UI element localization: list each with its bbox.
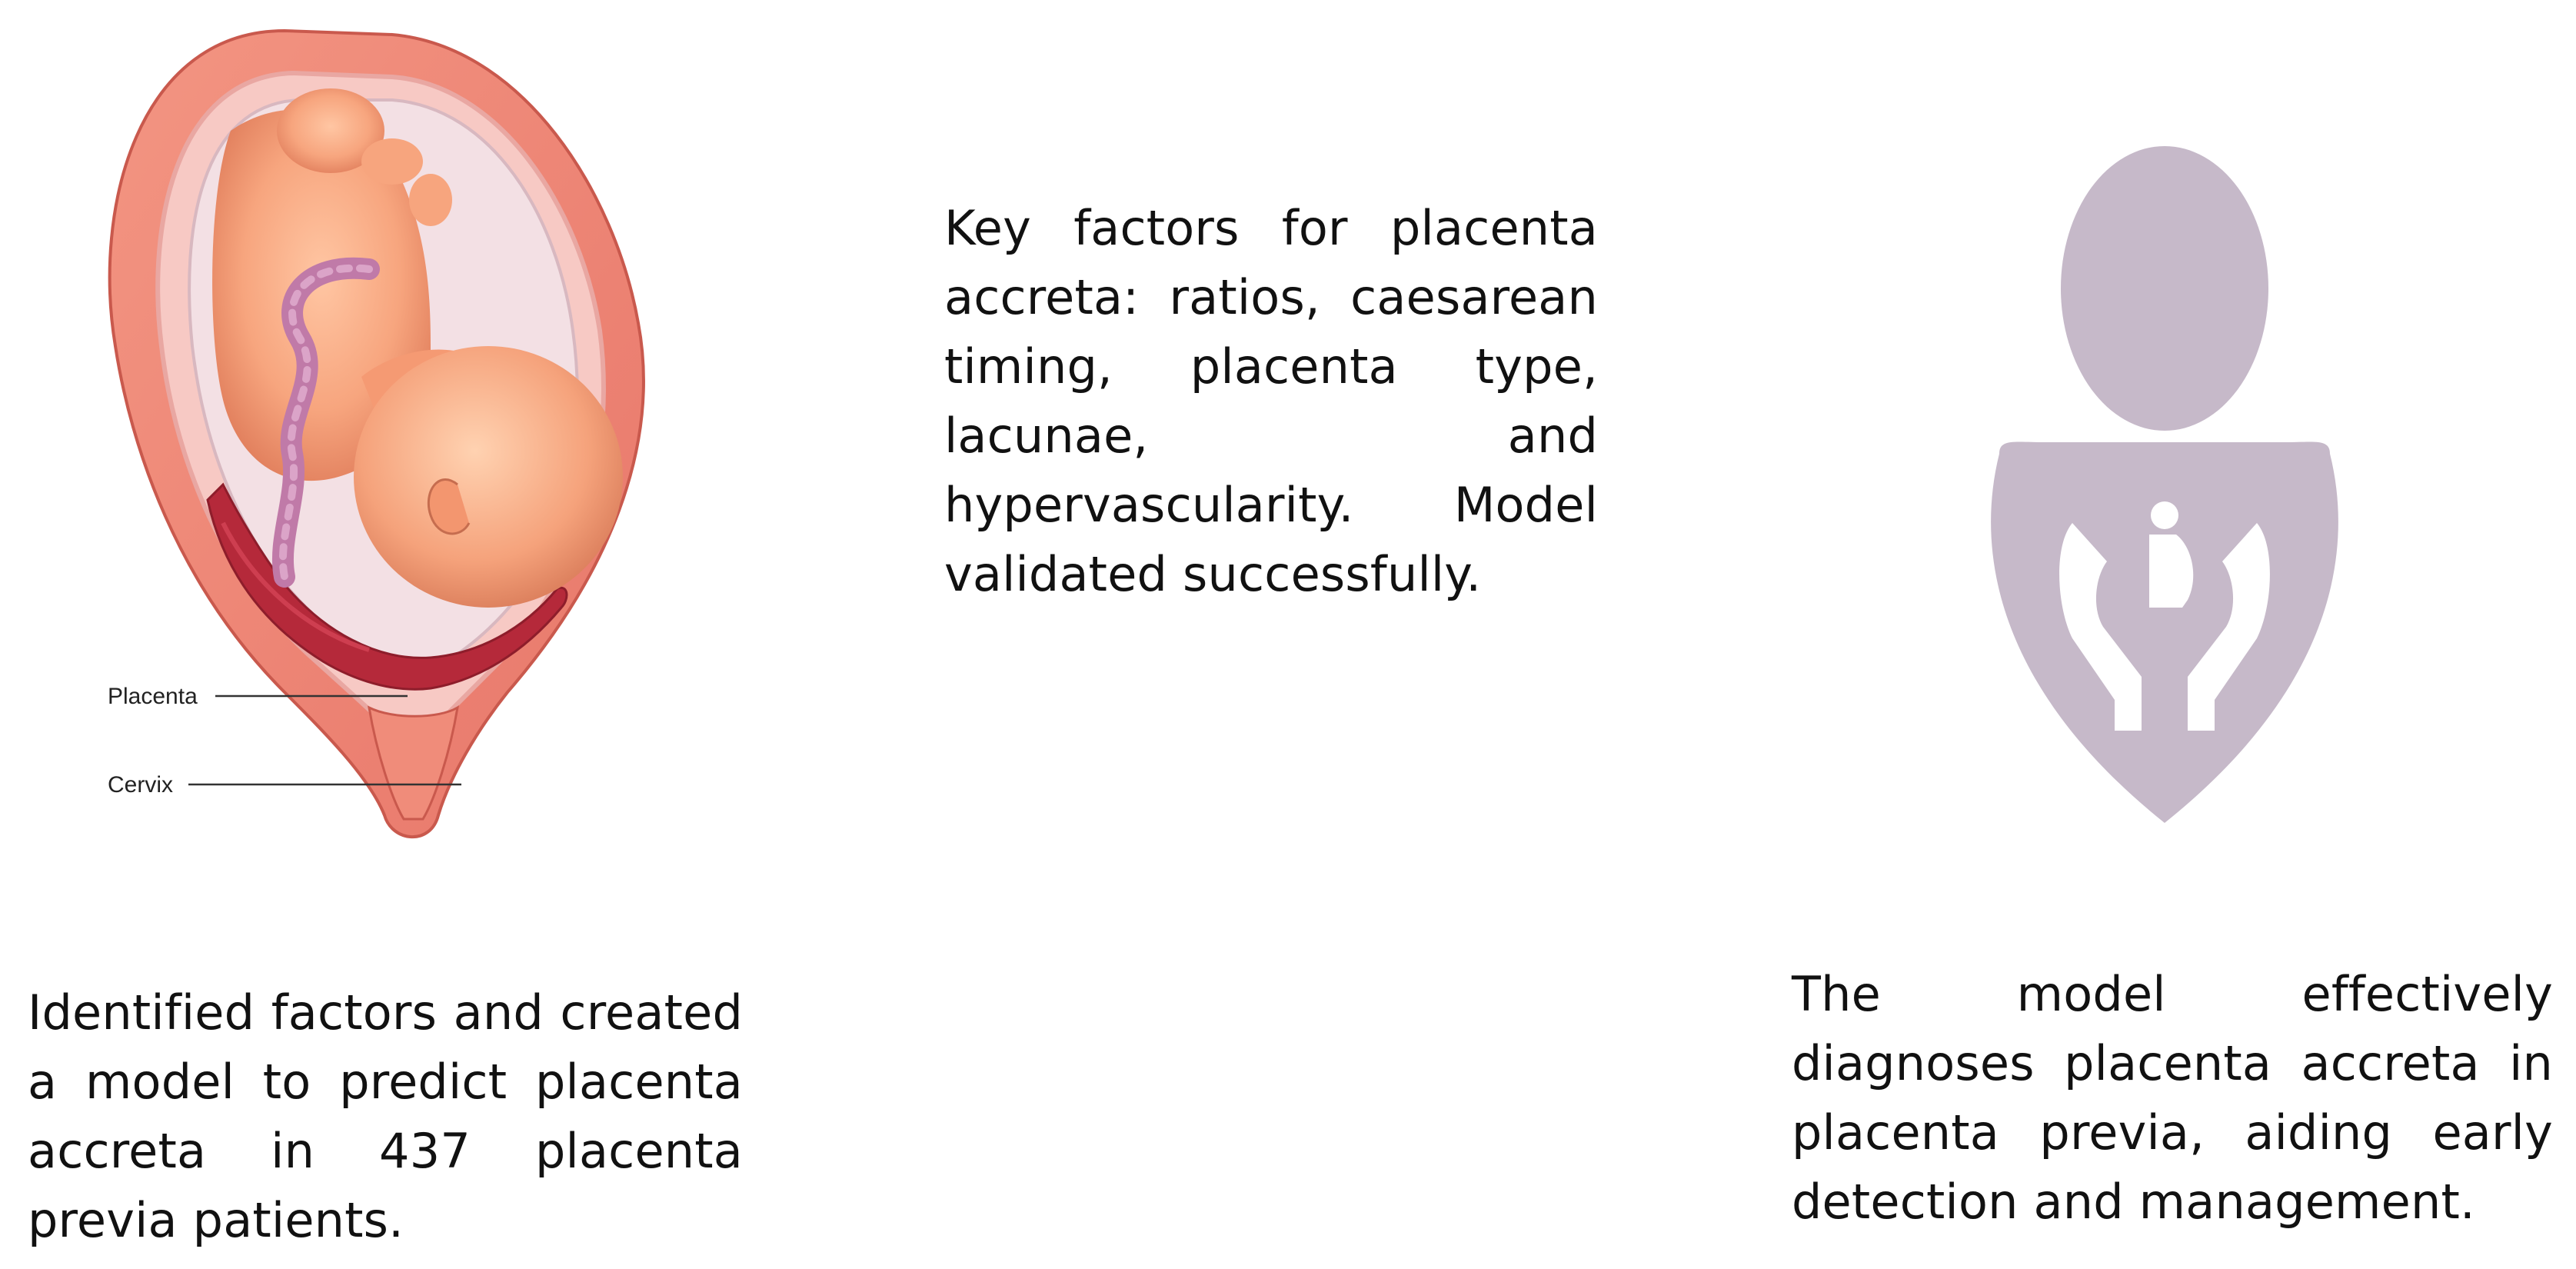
pregnancy-care-person-icon [1938, 146, 2384, 838]
body-shape [1991, 441, 2338, 823]
key-factors-text: Key factors for placenta accreta: ratios, caesarean timing, placenta type, lacunae, and hypervascularity. Model validated successfully. [944, 200, 1598, 602]
fetus-head [354, 346, 623, 608]
placenta-label: Placenta [108, 684, 198, 709]
cervix-label: Cervix [108, 772, 174, 798]
uterus-fetus-illustration [31, 15, 769, 884]
conclusion-text: The model effectively diagnoses placenta accreta in placenta previa, aiding early detection and management. [1792, 966, 2553, 1230]
head-shape [2061, 146, 2268, 431]
study-summary-text: Identified factors and created a model to predict placenta accreta in 437 placenta previa patients. [28, 984, 743, 1248]
